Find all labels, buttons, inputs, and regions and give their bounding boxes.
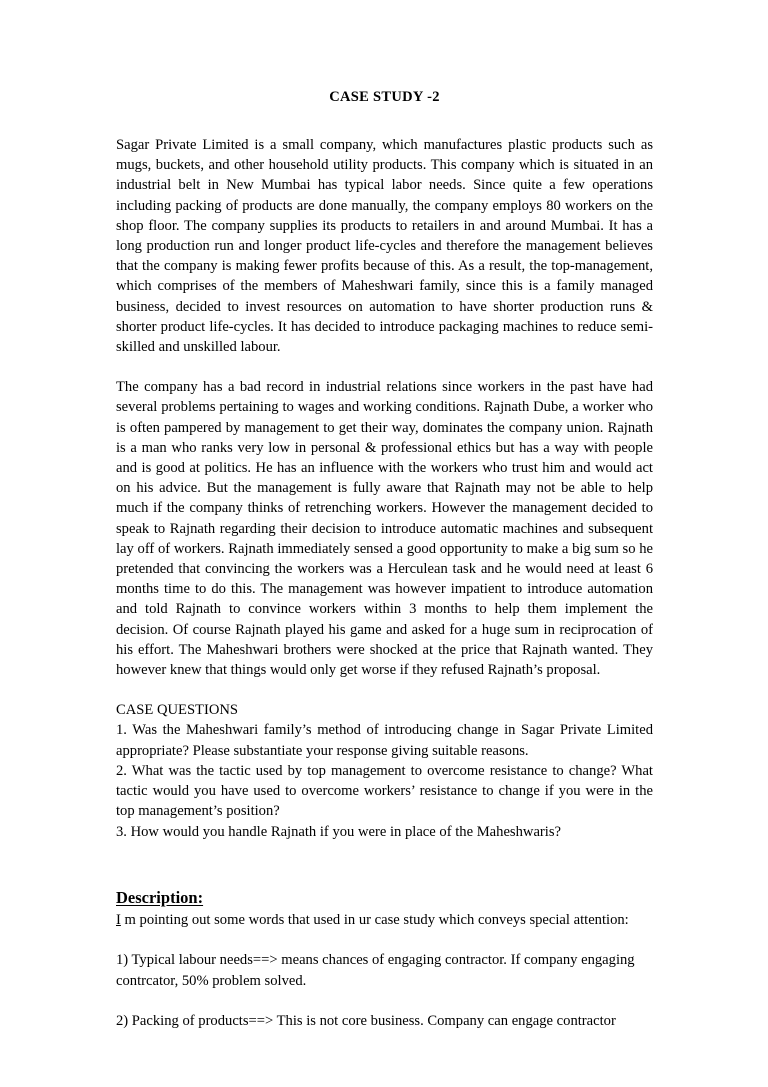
body-paragraph-2: The company has a bad record in industrial relations since workers in the past have had several problems pertaining to wages and working conditions. Rajnath Dube, a worker who is often pampered by management to get their way, dominates the company union. Rajnath is a man who ranks very low in personal & professional ethics but has a way with people and is good at politics. He has an influence with the workers who trust him and would act on his advice. But the management is fully aware that Rajnath may not be able to help much if the company thinks of retrenching workers. However the management decided to speak to Rajnath regarding their decision to introduce automatic machines and subsequent lay off of workers. Rajnath immediately sensed a good opportunity to make a big sum so he pretended that convincing the workers was a Herculean task and he would need at least 6 months time to do this. The management was however impatient to introduce automation and told Rajnath to convince workers within 3 months to help them implement the decision. Of course Rajnath played his game and asked for a huge sum in reciprocation of his effort. The Maheshwari brothers were shocked at the price that Rajnath wanted. They however knew that things would only get worse if they refused Rajnath’s proposal. (116, 379, 653, 679)
description-intro-text: m pointing out some words that used in ur case study which conveys special attention: (120, 911, 629, 928)
description-section (116, 887, 653, 1032)
description-intro (116, 910, 653, 930)
case-questions-heading: CASE QUESTIONS (116, 702, 239, 719)
case-questions-section (116, 700, 653, 841)
document-content (116, 88, 653, 1031)
case-question-3: 3. How would you handle Rajnath if you were in place of the Maheshwaris? (116, 823, 561, 840)
page-title: CASE STUDY -2 (329, 89, 440, 105)
case-question-2: 2. What was the tactic used by top management to overcome resistance to change? What tactic would you have used to overcome workers’ resistance to change if you were in the top management’s position? (116, 762, 653, 820)
description-point-1: 1) Typical labour needs==> means chances of engaging contractor. If company engaging contrcator, 50% problem solved. (116, 952, 635, 989)
description-intro-first-char: I (116, 911, 121, 928)
body-paragraph-1: Sagar Private Limited is a small company, which manufactures plastic products such as mugs, buckets, and other household utility products. This company which is situated in an industrial belt in New Mumbai has typical labor needs. Since quite a few operations including packing of products are done manually, the company employs 80 workers on the shop floor. The company supplies its products to retailers in and around Mumbai. It has a long production run and longer product life-cycles and therefore the management believes that the company is making fewer profits because of this. As a result, the top-management, which comprises of the members of Maheshwari family, since this is a family managed business, decided to invest resources on automation to have shorter production runs & shorter product life-cycles. It has decided to introduce packaging machines to reduce semi-skilled and unskilled labour. (116, 137, 653, 356)
description-heading: Description: (116, 887, 204, 907)
case-question-1: 1. Was the Maheshwari family’s method of introducing change in Sagar Private Limited appropriate? Please substantiate your response giving suitable reasons. (116, 722, 653, 759)
description-point-2: 2) Packing of products==> This is not core business. Company can engage contractor (116, 1012, 616, 1029)
